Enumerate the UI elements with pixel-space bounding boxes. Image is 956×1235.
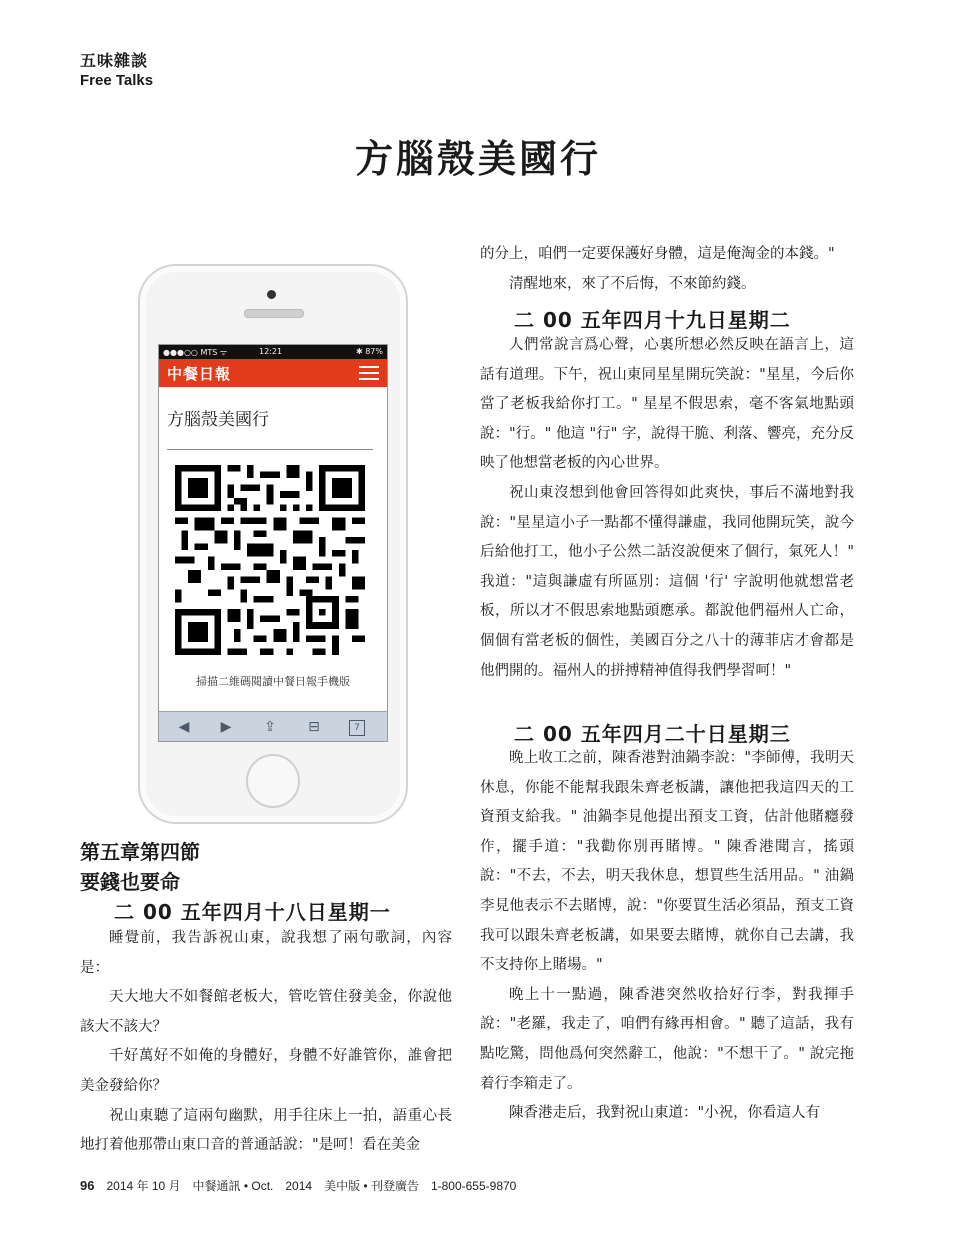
status-carrier: ●●●○○ MTS ᯤ bbox=[163, 348, 228, 357]
chapter-heading: 第五章第四節 bbox=[80, 840, 200, 864]
app-header bbox=[159, 359, 387, 387]
paragraph: 人們常說言爲心聲，心裏所想必然反映在語言上，這話有道理。下午，祝山東同星星開玩笑說："星星，今后你當了老板我給你打工。" 星星不假思索，毫不客氣地點頭說："行。" 他這 "行" 字，說得干脆、利落、響亮，充分反映了他想當老板的內心世界。 bbox=[480, 337, 855, 472]
paragraph: 的分上，咱們一定要保護好身體，這是俺淘金的本錢。" bbox=[480, 246, 835, 262]
app-logo: 中餐日報 bbox=[167, 365, 232, 383]
article-title: 方腦殼美國行 bbox=[167, 410, 269, 430]
paragraph: 陳香港走后，我對祝山東道："小祝，你看這人有 bbox=[509, 1105, 821, 1122]
back-icon[interactable]: ◀ bbox=[178, 719, 190, 735]
date-heading: 二 00 五年四月十八日星期一 bbox=[114, 900, 391, 924]
right-column-section-1 bbox=[480, 331, 854, 686]
qr-code bbox=[175, 465, 365, 655]
section-label-zh: 五味雜談 bbox=[80, 51, 149, 70]
title-divider bbox=[167, 449, 373, 450]
section-label-en: Free Talks bbox=[80, 72, 154, 89]
page-number: 96 bbox=[80, 1178, 95, 1193]
forward-icon[interactable]: ▶ bbox=[220, 719, 232, 735]
paragraph: 千好萬好不如俺的身體好，身體不好誰管你，誰會把美金發給你？ bbox=[80, 1048, 452, 1094]
menu-icon[interactable] bbox=[359, 366, 379, 380]
paragraph: 祝山東聽了這兩句幽默，用手往床上一拍，語重心長地打着他那帶山東口音的普通話說："是呵！看在美金 bbox=[80, 1107, 452, 1154]
tabs-icon[interactable]: 7 bbox=[349, 720, 365, 736]
date-heading: 二 00 五年四月二十日星期三 bbox=[514, 722, 791, 746]
paragraph: 睡覺前，我告訴祝山東，說我想了兩句歌詞，內容是： bbox=[80, 930, 452, 976]
paragraph: 祝山東沒想到他會回答得如此爽快，事后不滿地對我說："星星這小子一點都不懂得謙虛，我同他開玩笑，說今后給他打工，他小子公然二話沒說便來了個行，氣死人！" 我道："這與謙虛有所區別：這個 '行' 字說明他就想當老板，所以才不假思索地點頭應承。都說他們福州人亡命，個個有當老板的個性，美國百分之八十的薄菲店才會都是他們開的。福州人的拼搏精神值得我們學習呵！" bbox=[480, 484, 854, 679]
chapter-subtitle: 要錢也要命 bbox=[80, 870, 180, 894]
page-footer bbox=[80, 1177, 516, 1194]
right-column-continuation bbox=[480, 240, 854, 299]
phone-speaker bbox=[244, 309, 304, 318]
left-column-body bbox=[80, 924, 452, 1161]
qr-caption: 掃描二維碼閱讀中餐日報手機版 bbox=[196, 675, 350, 688]
bookmarks-icon[interactable]: ⊟ bbox=[308, 719, 320, 735]
status-bar bbox=[159, 345, 387, 359]
browser-toolbar bbox=[159, 711, 387, 742]
date-heading: 二 00 五年四月十九日星期二 bbox=[514, 308, 791, 332]
footer-text: 2014 年 10 月 中餐通訊 • Oct. 2014 美中版 • 刊登廣告 1-800-655-9870 bbox=[106, 1179, 517, 1193]
status-battery: ✱ 87% bbox=[355, 347, 383, 356]
page-title: 方腦殼美國行 bbox=[354, 136, 601, 181]
paragraph: 天大地大不如餐館老板大，管吃管住發美金，你說他該大不該大？ bbox=[80, 989, 452, 1035]
phone-illustration bbox=[138, 264, 408, 824]
share-icon[interactable]: ⇪ bbox=[264, 719, 276, 735]
paragraph: 晚上十一點過，陳香港突然收拾好行李，對我揮手說："老羅，我走了，咱們有緣再相會。" 聽了這話，我有點吃驚，問他爲何突然辭工，他說："不想干了。" 說完拖着行李箱走了。 bbox=[480, 986, 854, 1092]
status-time: 12:21 bbox=[259, 347, 283, 356]
home-button bbox=[246, 754, 300, 808]
phone-screen bbox=[158, 344, 388, 742]
paragraph: 清醒地來，來了不后悔，不來節約錢。 bbox=[509, 275, 756, 292]
right-column-section-2 bbox=[480, 744, 854, 1129]
paragraph: 晚上收工之前，陳香港對油鍋李說："李師傅，我明天休息，你能不能幫我跟朱齊老板講，讓他把我這四天的工資預支給我。" 油鍋李見他提出預支工資，估計他賭癮發作，擺手道："我勸你別再賭博。" 陳香港聞言，搖頭說："不去，不去，明天我休息，想買些生活用品。" 油鍋李見他表示不去賭博，說："你要買生活必須品，預支工資我可以跟朱齊老板講，如果要去賭博，就你自己去講，我不支持你上賭場。" bbox=[480, 750, 854, 974]
phone-camera bbox=[267, 290, 276, 299]
